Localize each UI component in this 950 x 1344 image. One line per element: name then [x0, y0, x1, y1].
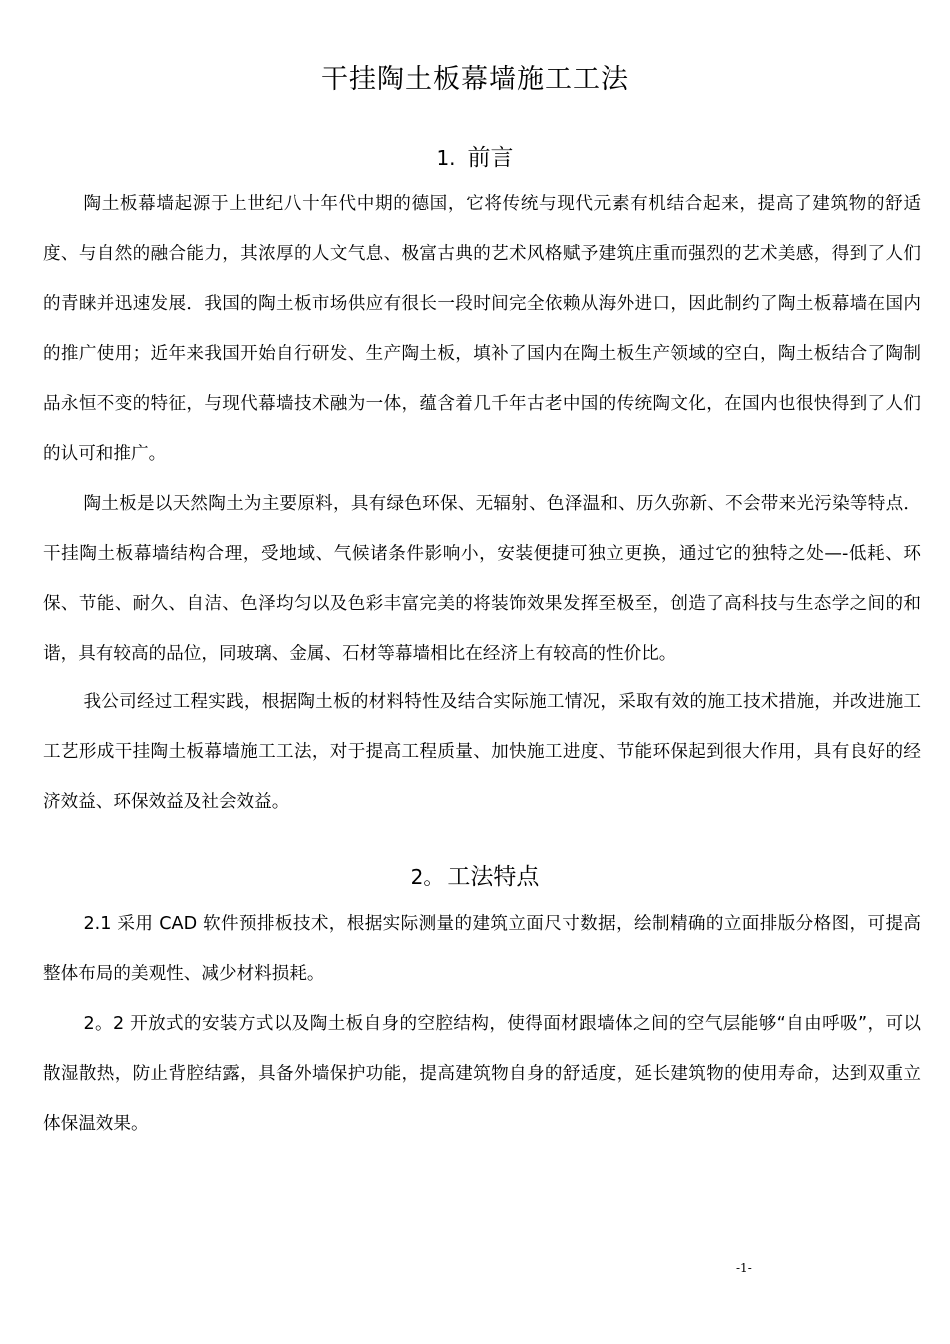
document-title: 干挂陶土板幕墙施工工法: [321, 64, 629, 95]
section-2-paragraph-2: 2。2 开放式的安装方式以及陶土板自身的空腔结构，使得面材跟墙体之间的空气层能够“自由呼吸”，可以散湿散热，防止背腔结露，具备外墙保护功能，提高建筑物自身的舒适度，延长建筑物的使用寿命，达到双重立体保温效果。: [43, 1014, 921, 1134]
section-2-title: 工法特点: [447, 864, 540, 890]
section-1-paragraph-3: 我公司经过工程实践，根据陶土板的材料特性及结合实际施工情况，采取有效的施工技术措施，并改进施工工艺形成干挂陶土板幕墙施工工法，对于提高工程质量、加快施工进度、节能环保起到很大作用，具有良好的经济效益、环保效益及社会效益。: [43, 692, 921, 812]
section-1-number: 1.: [436, 146, 456, 170]
section-1-paragraph-2: 陶土板是以天然陶土为主要原料，具有绿色环保、无辐射、色泽温和、历久弥新、不会带来光污染等特点．干挂陶土板幕墙结构合理，受地域、气候诸条件影响小，安装便捷可独立更换，通过它的独特之处—-低耗、环保、节能、耐久、自洁、色泽均匀以及色彩丰富完美的将装饰效果发挥至极至，创造了高科技与生态学之间的和谐，具有较高的品位，同玻璃、金属、石材等幕墙相比在经济上有较高的性价比。: [43, 494, 921, 664]
section-1-title: 前言: [467, 145, 514, 171]
section-2-heading: [0, 861, 950, 893]
section-1-heading: [0, 142, 950, 174]
page-number: -1-: [736, 1261, 752, 1275]
section-2-paragraph-1: 2.1 采用 CAD 软件预排板技术，根据实际测量的建筑立面尺寸数据，绘制精确的立面排版分格图，可提高整体布局的美观性、减少材料损耗。: [43, 914, 921, 984]
section-1-paragraph-1: 陶土板幕墙起源于上世纪八十年代中期的德国，它将传统与现代元素有机结合起来，提高了建筑物的舒适度、与自然的融合能力，其浓厚的人文气息、极富古典的艺术风格赋予建筑庄重而强烈的艺术美感，得到了人们的青睐并迅速发展．我国的陶土板市场供应有很长一段时间完全依赖从海外进口，因此制约了陶土板幕墙在国内的推广使用；近年来我国开始自行研发、生产陶土板，填补了国内在陶土板生产领域的空白，陶土板结合了陶制品永恒不变的特征，与现代幕墙技术融为一体，蕴含着几千年古老中国的传统陶文化，在国内也很快得到了人们的认可和推广。: [43, 194, 921, 464]
section-2-number: 2。: [410, 865, 444, 889]
